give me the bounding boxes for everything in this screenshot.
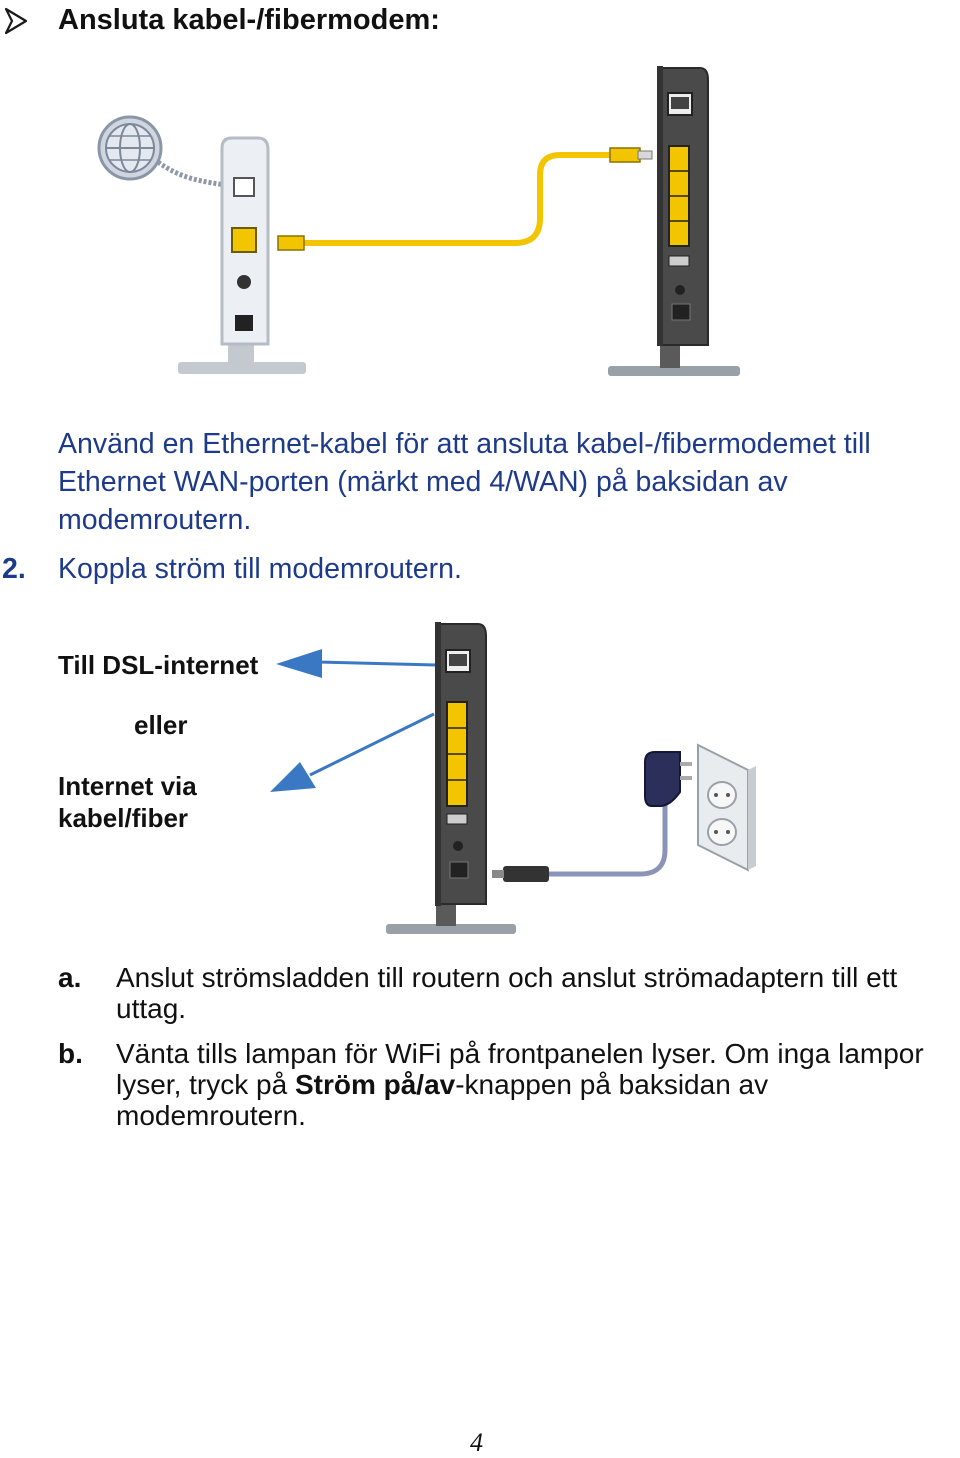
- substep-b-text-before: Vänta tills lampan för WiFi på frontpanelen lyser. Om inga lampor lyser, tryck på: [116, 1038, 924, 1100]
- label-cable-line1: Internet via: [58, 771, 197, 801]
- step1-text: Använd en Ethernet-kabel för att ansluta kabel-/fibermodemet till Ethernet WAN-porten (märkt med 4/WAN) på baksidan av modemroutern.: [58, 428, 871, 536]
- modem-router-back: [435, 622, 486, 906]
- label-or: eller: [134, 710, 188, 740]
- wall-outlet-icon: [698, 745, 756, 870]
- page-number: 4: [470, 1428, 483, 1457]
- substep-a-text: Anslut strömsladden till routern och anslut strömadaptern till ett uttag.: [116, 962, 898, 1024]
- substep-a-marker: a.: [58, 962, 82, 993]
- label-dsl-internet: Till DSL-internet: [58, 650, 259, 680]
- power-button-name: Ström på/av: [294, 1069, 456, 1100]
- arrow-to-cable-icon: [270, 714, 434, 792]
- step2-number: 2.: [2, 553, 26, 585]
- section-heading: Ansluta kabel-/fibermodem:: [58, 4, 440, 36]
- substep-b-marker: b.: [58, 1038, 83, 1069]
- substep-b-text: [116, 1038, 960, 1131]
- label-cable-line2: kabel/fiber: [58, 803, 189, 833]
- substep-b-text-after: -knappen på baksidan av modemroutern.: [116, 1069, 769, 1131]
- arrow-to-dsl-icon: [276, 649, 436, 678]
- power-cable: [548, 800, 665, 874]
- power-adapter-icon: [645, 752, 692, 806]
- step2-text: Koppla ström till modemroutern.: [58, 553, 462, 585]
